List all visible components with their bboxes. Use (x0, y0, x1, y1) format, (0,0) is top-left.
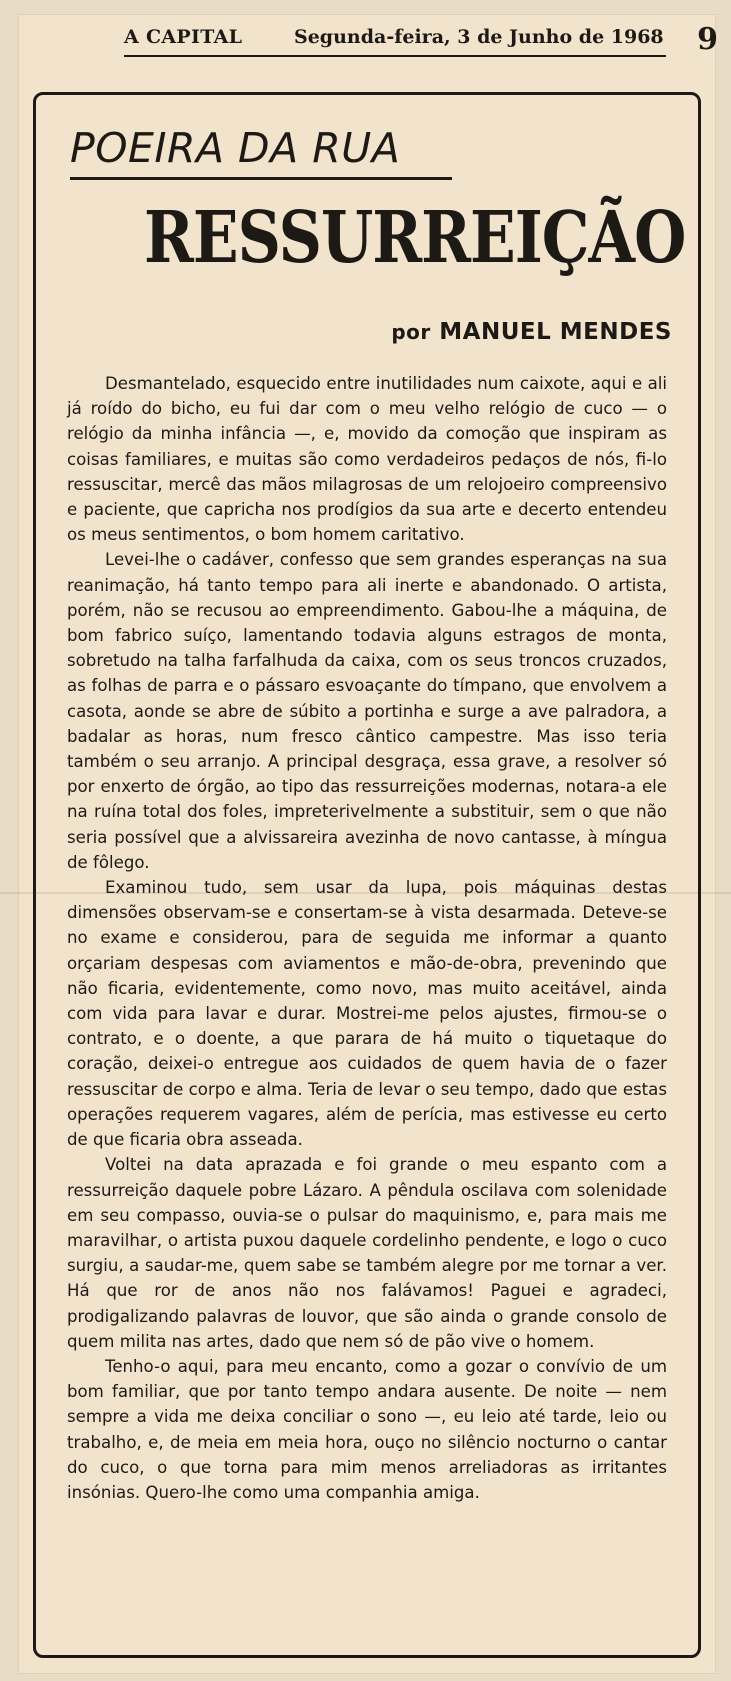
issue-date: Segunda-feira, 3 de Junho de 1968 (294, 26, 664, 48)
paragraph: Voltei na data aprazada e foi grande o meu espanto com a ressurreição daquele pobre Lázaro. A pêndula oscilava com solenidade em seu compasso, ouvia-se o pulsar do maquinismo, e, para mais me maravilhar, o artista puxou daquele cordelinho pendente, e logo o cuco surgiu, a saudar-me, quem sabe se também alegre por me tornar a ver. Há que ror de anos não nos falávamos! Paguei e agradeci, prodigalizando palavras de louvor, que são ainda o grande consolo de quem milita nas artes, dado que nem só de pão vive o homem. (67, 1155, 667, 1351)
masthead-rule (124, 55, 666, 57)
byline (391, 319, 672, 345)
masthead (124, 22, 718, 60)
paragraph: Tenho-o aqui, para meu encanto, como a gozar o convívio de um bom familiar, que por tanto tempo andara ausente. De noite — nem sempre a vida me deixa conciliar o sono —, eu leio até tarde, leio ou trabalho, e, de meia em meia hora, ouço no silêncio nocturno o cantar do cuco, o que torna para mim menos arreliadoras as irritantes insónias. Quero-lhe como uma companhia amiga. (67, 1356, 667, 1502)
paragraph: Examinou tudo, sem usar da lupa, pois máquinas destas dimensões observam-se e consertam-se à vista desarmada. Deteve-se no exame e considerou, para de seguida me informar a quanto orçariam despesas com aviamentos e mão-de-obra, prevenindo que não ficaria, evidentemente, como novo, mas muito aceitável, ainda com vida para lavar e durar. Mostrei-me pelos ajustes, firmou-se o contrato, e o doente, a que parara de há muito o tiquetaque do coração, deixei-o entregue aos cuidados de quem havia de o fazer ressuscitar de corpo e alma. Teria de levar o seu tempo, dado que estas operações requerem vagares, além de perícia, mas estivesse eu certo de que ficaria obra asseada. (67, 878, 667, 1150)
author-name: MANUEL MENDES (439, 319, 672, 345)
section-title: POEIRA DA RUA (70, 124, 401, 172)
page-number: 9 (697, 22, 718, 57)
article-frame (33, 92, 701, 1658)
section-title-underline (70, 177, 452, 180)
newspaper-name: A CAPITAL (124, 26, 243, 48)
paragraph: Desmantelado, esquecido entre inutilidades num caixote, aqui e ali já roído do bicho, eu fui dar com o meu velho relógio de cuco — o relógio da minha infância —, e, movido da comoção que inspiram as coisas familiares, e muitas são como verdadeiros pedaços de nós, fi-lo ressuscitar, mercê das mãos milagrosas de um relojoeiro compreensivo e paciente, que capricha nos prodígios da sua arte e decerto entendeu os meus sentimentos, o bom homem caritativo. (67, 374, 667, 545)
byline-prefix: por (391, 320, 431, 344)
article-headline: RESSURREIÇÃO (144, 197, 686, 280)
paragraph: Levei-lhe o cadáver, confesso que sem grandes esperanças na sua reanimação, há tanto tempo para ali inerte e abandonado. O artista, porém, não se recusou ao empreendimento. Gabou-lhe a máquina, de bom fabrico suíço, lamentando todavia alguns estragos de monta, sobretudo na talha farfalhuda da caixa, com os seus troncos cruzados, as folhas de parra e o pássaro esvoaçante do tímpano, que envolvem a casota, aonde se abre de súbito a portinha e surge a ave palradora, a badalar as horas, num fresco cântico campestre. Mas isso teria também o seu arranjo. A principal desgraça, essa grave, a resolver só por enxerto de órgão, ao tipo das ressurreições modernas, notara-a ele na ruína total dos foles, impreterivelmente a substituir, sem o que não seria possível que a alvissareira avezinha de novo cantasse, à míngua de fôlego. (67, 550, 667, 872)
article-body (67, 371, 667, 1505)
paper-fold-crease (0, 892, 731, 894)
